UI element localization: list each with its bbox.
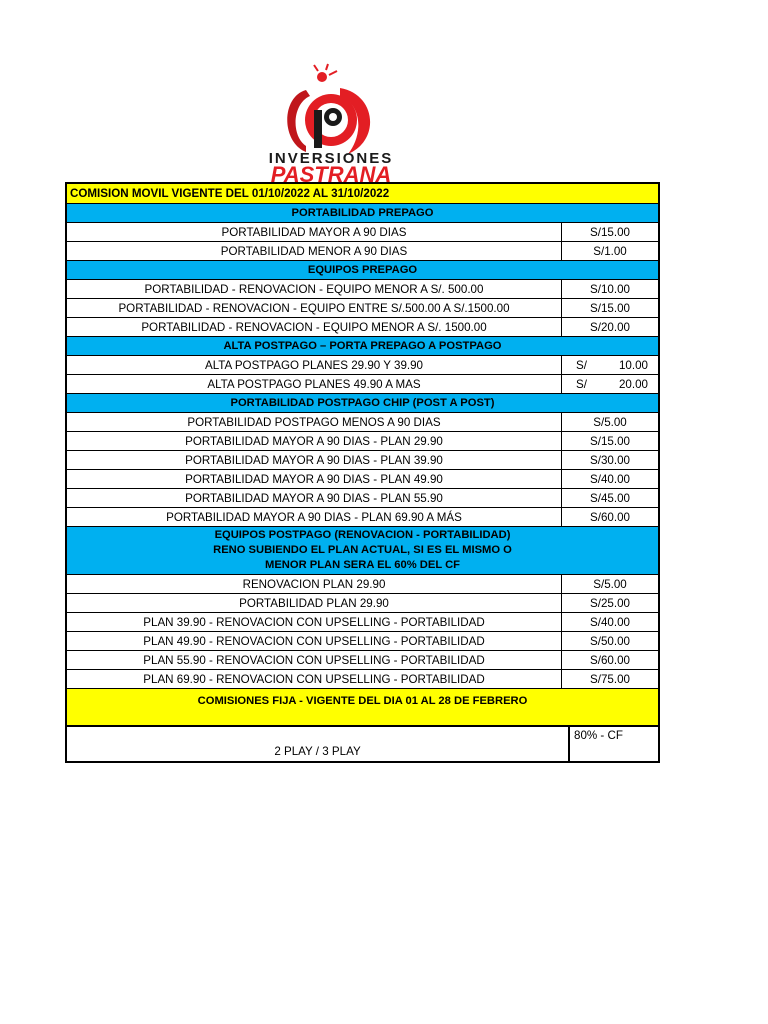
table-row	[67, 470, 658, 489]
row-value: S/15.00	[590, 434, 630, 448]
table-row	[67, 575, 658, 594]
row-value: S/50.00	[590, 634, 630, 648]
row-label: PORTABILIDAD - RENOVACION - EQUIPO MENOR A S/. 1500.00	[67, 318, 562, 336]
row-label: PORTABILIDAD MAYOR A 90 DIAS - PLAN 55.90	[67, 489, 562, 507]
row-value: S/45.00	[590, 491, 630, 505]
row-value: S/60.00	[590, 510, 630, 524]
table-row	[67, 451, 658, 470]
row-label: PORTABILIDAD MAYOR A 90 DIAS - PLAN 29.90	[67, 432, 562, 450]
row-label: PORTABILIDAD MENOR A 90 DIAS	[67, 242, 562, 260]
row-value: S/15.00	[590, 301, 630, 315]
row-value: S/75.00	[590, 672, 630, 686]
row-value: S/1.00	[593, 244, 627, 258]
inversiones-pastrana-logo	[236, 62, 426, 184]
table-row	[67, 432, 658, 451]
row-value: S/15.00	[590, 225, 630, 239]
section-header-alta-postpago: ALTA POSTPAGO – PORTA PREPAGO A POSTPAGO	[67, 337, 658, 356]
row-value: 80% - CF	[574, 729, 623, 742]
commission-table	[65, 182, 660, 763]
section-header-portabilidad-prepago: PORTABILIDAD PREPAGO	[67, 204, 658, 223]
section-header-portabilidad-postpago-chip: PORTABILIDAD POSTPAGO CHIP (POST A POST)	[67, 394, 658, 413]
svg-text:INVERSIONES: INVERSIONES	[268, 150, 394, 167]
table-row	[67, 508, 658, 527]
table-row	[67, 280, 658, 299]
row-label: PORTABILIDAD MAYOR A 90 DIAS - PLAN 69.90 A MÁS	[67, 508, 562, 526]
row-value: S/ 20.00	[576, 377, 648, 391]
row-label: PLAN 69.90 - RENOVACION CON UPSELLING - PORTABILIDAD	[67, 670, 562, 688]
row-label: ALTA POSTPAGO PLANES 49.90 A MAS	[67, 375, 562, 393]
table-row	[67, 299, 658, 318]
row-value: S/60.00	[590, 653, 630, 667]
section-header-equipos-prepago: EQUIPOS PREPAGO	[67, 261, 658, 280]
row-label: PORTABILIDAD MAYOR A 90 DIAS - PLAN 39.90	[67, 451, 562, 469]
fija-header: COMISIONES FIJA - VIGENTE DEL DIA 01 AL 28 DE FEBRERO	[67, 689, 658, 727]
table-row	[67, 632, 658, 651]
row-value: S/40.00	[590, 472, 630, 486]
table-row	[67, 242, 658, 261]
row-value: S/30.00	[590, 453, 630, 467]
row-value: S/ 10.00	[576, 358, 648, 372]
row-value: S/20.00	[590, 320, 630, 334]
row-label: PLAN 39.90 - RENOVACION CON UPSELLING - PORTABILIDAD	[67, 613, 562, 631]
row-label: ALTA POSTPAGO PLANES 29.90 Y 39.90	[67, 356, 562, 374]
row-label: PLAN 49.90 - RENOVACION CON UPSELLING - PORTABILIDAD	[67, 632, 562, 650]
row-value: S/5.00	[593, 577, 627, 591]
row-label: RENOVACION PLAN 29.90	[67, 575, 562, 593]
table-row	[67, 613, 658, 632]
section-header-equipos-postpago: EQUIPOS POSTPAGO (RENOVACION - PORTABILIDAD) RENO SUBIENDO EL PLAN ACTUAL, SI ES EL MISMO O MENOR PLAN SERA EL 60% DEL CF	[67, 527, 658, 575]
row-value: S/40.00	[590, 615, 630, 629]
row-label: PORTABILIDAD MAYOR A 90 DIAS - PLAN 49.90	[67, 470, 562, 488]
table-title	[67, 184, 658, 204]
row-label: PORTABILIDAD MAYOR A 90 DIAS	[67, 223, 562, 241]
row-label: PORTABILIDAD PLAN 29.90	[67, 594, 562, 612]
table-row	[67, 594, 658, 613]
table-row	[67, 651, 658, 670]
row-value: S/10.00	[590, 282, 630, 296]
table-row	[67, 489, 658, 508]
title-text: COMISION MOVIL VIGENTE DEL 01/10/2022 AL 31/10/2022	[70, 187, 390, 200]
row-label: PLAN 55.90 - RENOVACION CON UPSELLING - PORTABILIDAD	[67, 651, 562, 669]
table-row	[67, 670, 658, 689]
row-label: PORTABILIDAD POSTPAGO MENOS A 90 DIAS	[67, 413, 562, 431]
row-label: 2 PLAY / 3 PLAY	[67, 727, 570, 761]
row-value: S/25.00	[590, 596, 630, 610]
row-label: PORTABILIDAD - RENOVACION - EQUIPO ENTRE S/.500.00 A S/.1500.00	[67, 299, 562, 317]
svg-text:PASTRANA: PASTRANA	[270, 162, 392, 184]
row-label: PORTABILIDAD - RENOVACION - EQUIPO MENOR A S/. 500.00	[67, 280, 562, 298]
table-row	[67, 413, 658, 432]
table-row	[67, 318, 658, 337]
table-row	[67, 375, 658, 394]
fija-row	[67, 727, 658, 763]
row-value: S/5.00	[593, 415, 627, 429]
table-row	[67, 223, 658, 242]
table-row	[67, 356, 658, 375]
